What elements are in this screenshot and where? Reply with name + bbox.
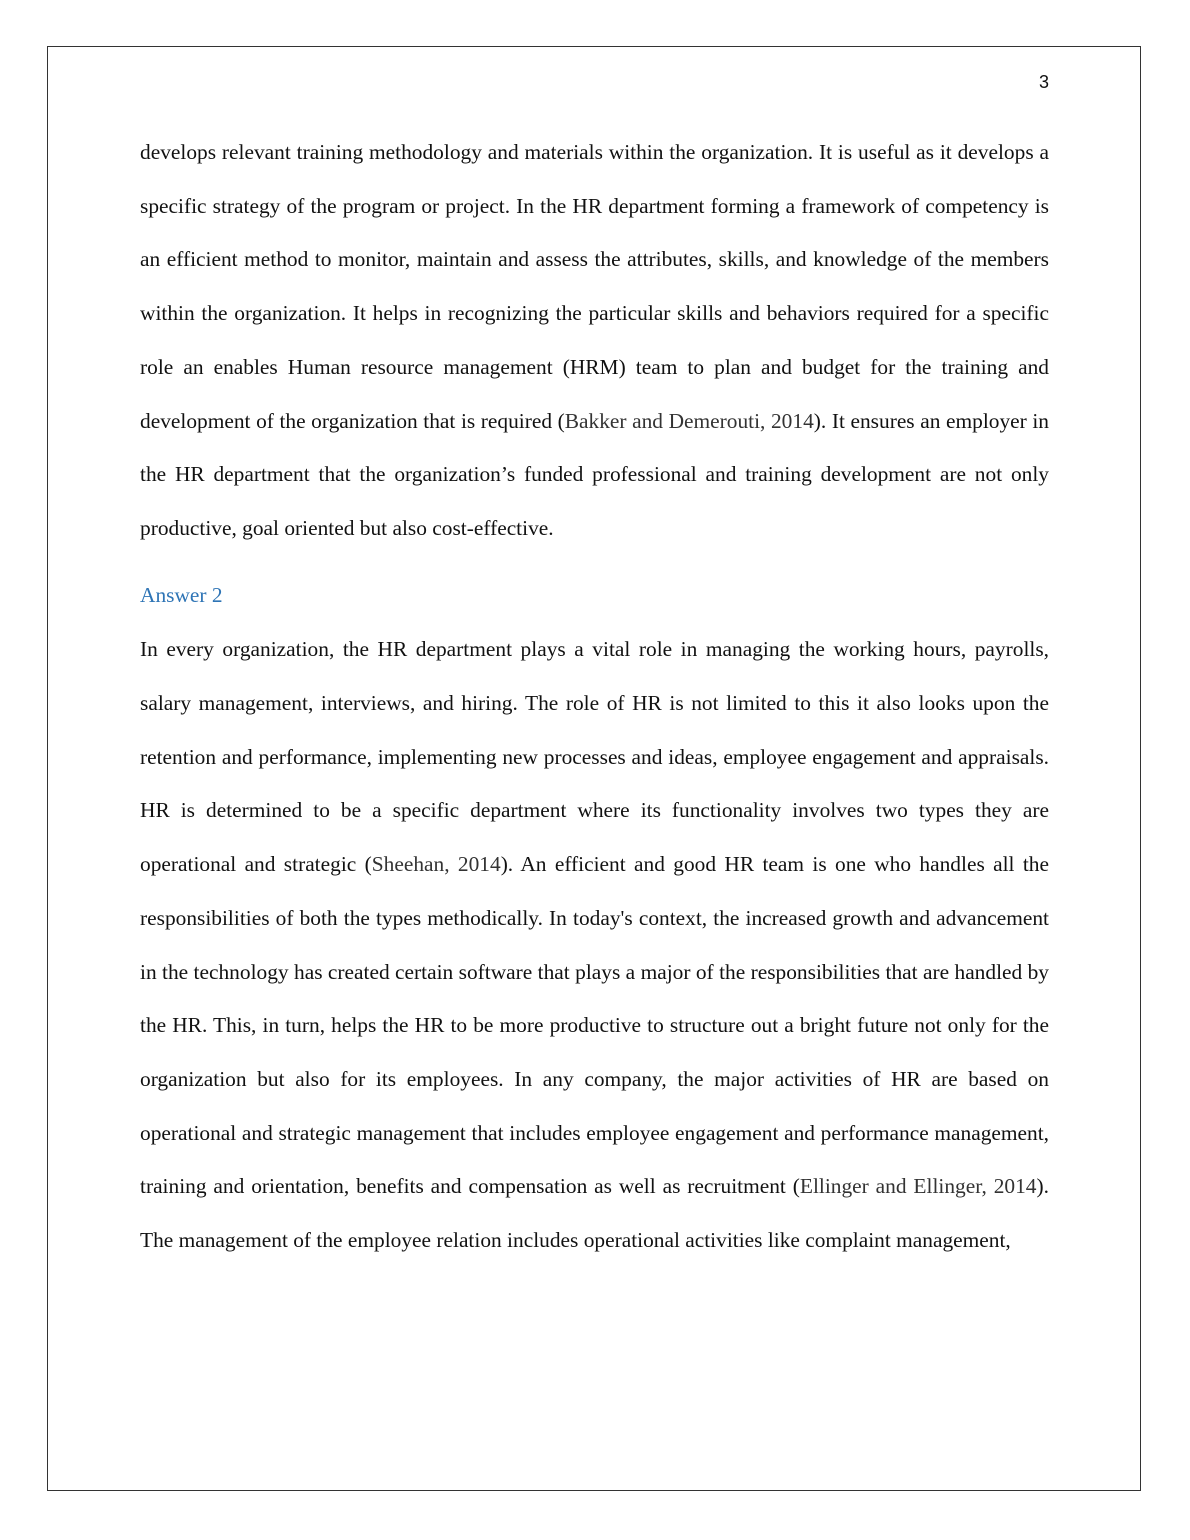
paragraph-text: ). An efficient and good HR team is one who handles all the responsibilities of both the types methodically. In today's context, the increased growth and advancement in the technology has created certain software that plays a major of the responsibilities that are handled by the HR. This, in turn, helps the HR to be more productive to structure out a bright future not only for the organization but also for its employees. In any company, the major activities of HR are based on operational and strategic management that includes employee engagement and performance management, training and orientation, benefits and compensation as well as recruitment (: [140, 852, 1049, 1199]
section-heading-answer-2: Answer 2: [140, 582, 223, 607]
citation-ellinger: Ellinger and Ellinger, 2014: [799, 1174, 1037, 1199]
citation-sheehan: Sheehan, 2014: [371, 852, 501, 877]
document-body: [140, 126, 1049, 1268]
page-number: 3: [1038, 72, 1049, 92]
paragraph-text: ). The management of the employee relation includes operational activities like complaint management,: [140, 1174, 1049, 1253]
paragraph-hr-role: [140, 623, 1049, 1267]
paragraph-text: develops relevant training methodology and materials within the organization. It is useful as it develops a specific strategy of the program or project. In the HR department forming a framework of competency is an efficient method to monitor, maintain and assess the attributes, skills, and knowledge of the members within the organization. It helps in recognizing the particular skills and behaviors required for a specific role an enables Human resource management (HRM) team to plan and budget for the training and development of the organization that is required (: [140, 140, 1049, 433]
citation-bakker-demerouti: Bakker and Demerouti, 2014: [564, 408, 814, 433]
paragraph-text: ). It ensures an employer in the HR department that the organization’s funded professional and training development are not only productive, goal oriented but also cost-effective.: [140, 408, 1049, 540]
paragraph-text: In every organization, the HR department plays a vital role in managing the working hours, payrolls, salary management, interviews, and hiring. The role of HR is not limited to this it also looks upon the retention and performance, implementing new processes and ideas, employee engagement and appraisals. HR is determined to be a specific department where its functionality involves two types they are operational and strategic (: [140, 637, 1049, 877]
paragraph-training-framework: [140, 126, 1049, 556]
